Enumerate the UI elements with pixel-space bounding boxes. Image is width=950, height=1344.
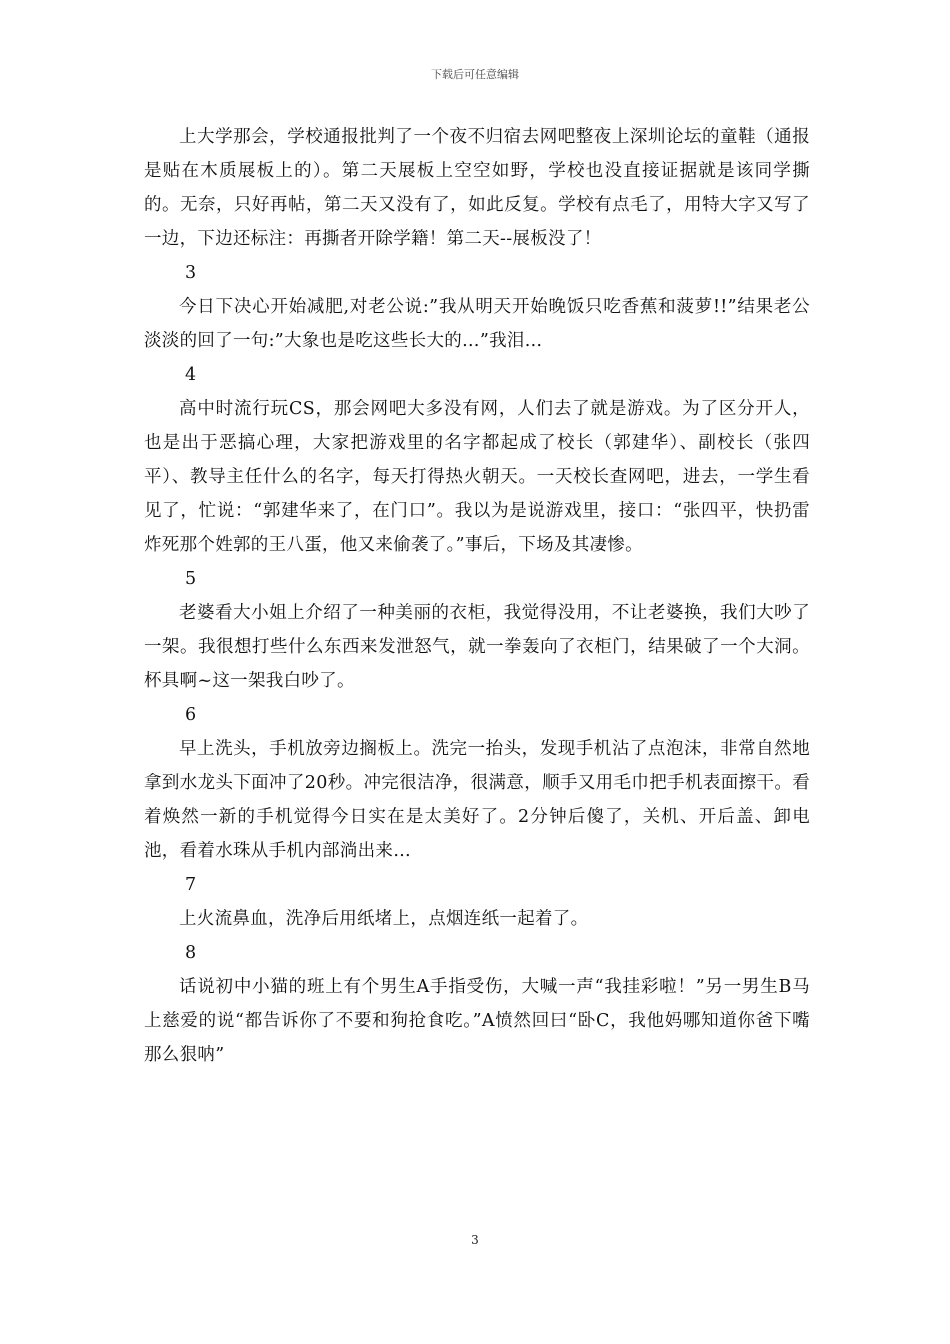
joke-paragraph: 话说初中小猫的班上有个男生A手指受伤，大喊一声“我挂彩啦！”另一男生B马上慈爱的说“都告诉你了不要和狗抢食吃。”A愤然回曰“卧C，我他妈哪知道你爸下嘴那么狠呐” xyxy=(144,977,810,1065)
joke-number: 8 xyxy=(185,943,197,963)
joke-paragraph: 上大学那会，学校通报批判了一个夜不归宿去网吧整夜上深圳论坛的童鞋（通报是贴在木质展板上的）。第二天展板上空空如野，学校也没直接证据就是该同学撕的。无奈，只好再帖，第二天又没有了，如此反复。学校有点毛了，用特大字又写了一边，下边还标注：再撕者开除学籍！第二天--展板没了！ xyxy=(144,127,810,249)
joke-paragraph: 老婆看大小姐上介绍了一种美丽的衣柜，我觉得没用，不让老婆换，我们大吵了一架。我很想打些什么东西来发泄怒气，就一拳轰向了衣柜门，结果破了一个大洞。杯具啊~这一架我白吵了。 xyxy=(144,603,810,691)
joke-number: 6 xyxy=(185,705,197,725)
joke-paragraph: 早上洗头，手机放旁边搁板上。洗完一抬头，发现手机沾了点泡沫，非常自然地拿到水龙头下面冲了20秒。冲完很洁净，很满意，顺手又用毛巾把手机表面擦干。看着焕然一新的手机觉得今日实在是太美好了。2分钟后傻了，关机、开后盖、卸电池，看着水珠从手机内部淌出来… xyxy=(144,739,810,861)
page-number: 3 xyxy=(471,1233,479,1247)
joke-paragraph: 上火流鼻血，洗净后用纸堵上，点烟连纸一起着了。 xyxy=(179,909,589,929)
joke-paragraph: 高中时流行玩CS，那会网吧大多没有网，人们去了就是游戏。为了区分开人，也是出于恶搞心理，大家把游戏里的名字都起成了校长（郭建华）、副校长（张四平）、教导主任什么的名字，每天打得热火朝天。一天校长查网吧，进去，一学生看见了，忙说：“郭建华来了，在门口”。我以为是说游戏里，接口：“张四平，快扔雷炸死那个姓郭的王八蛋，他又来偷袭了。”事后，下场及其凄惨。 xyxy=(144,399,810,555)
joke-number: 5 xyxy=(185,569,197,589)
page-header: 下载后可任意编辑 xyxy=(431,68,519,81)
joke-number: 7 xyxy=(185,875,197,895)
document-body xyxy=(144,120,810,1072)
joke-paragraph: 今日下决心开始减肥,对老公说:”我从明天开始晚饭只吃香蕉和菠萝!!”结果老公淡淡的回了一句:”大象也是吃这些长大的…”我泪… xyxy=(144,297,810,351)
joke-number: 3 xyxy=(185,263,197,283)
joke-number: 4 xyxy=(185,365,197,385)
